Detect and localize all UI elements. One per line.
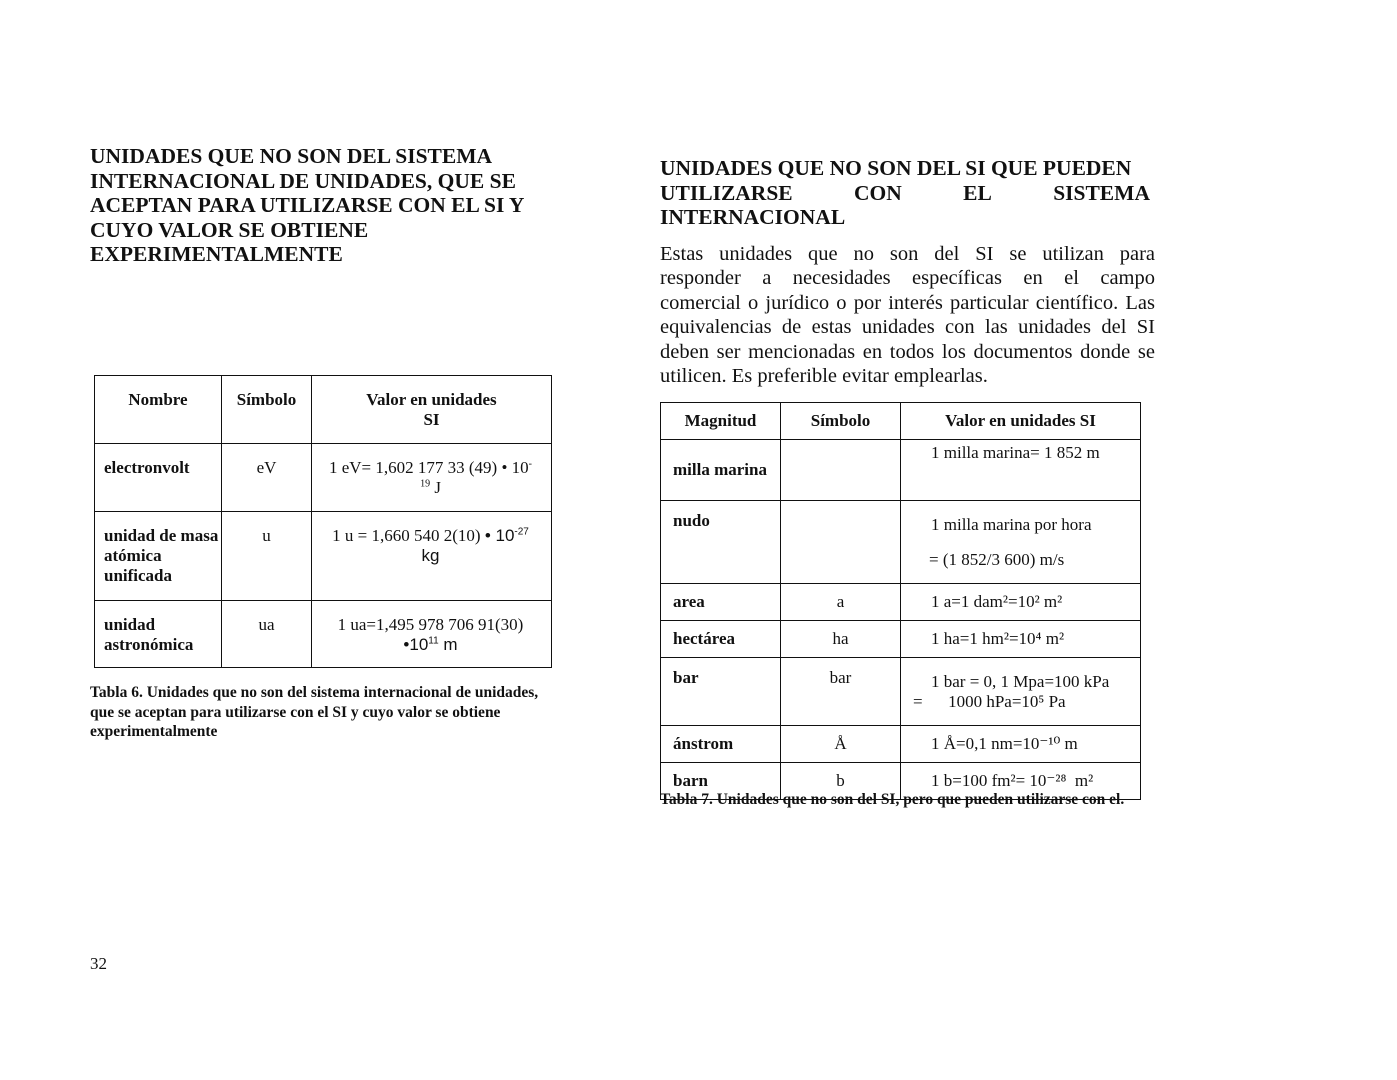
row-value [901,658,1141,726]
value-text: 1 eV= 1,602 177 33 (49) • 10 [328,458,529,477]
row-value: 1 a=1 dam²=10² m² [901,584,1141,621]
heading-word: UTILIZARSE [660,180,793,205]
value-exponent: 19 [420,478,431,490]
paragraph-line: deben ser mencionadas en todos los documentos donde se [660,340,1155,363]
row-name: ánstrom [661,726,781,763]
heading-line: UNIDADES QUE NO SON DEL SISTEMA [90,144,493,168]
heading-word: SISTEMA [1053,180,1150,205]
table-header-row [661,403,1141,440]
table-row [661,584,1141,621]
header-simbolo: Símbolo [222,376,312,444]
value-text: •10 [403,635,429,654]
page-number: 32 [90,954,107,973]
heading-line: EXPERIMENTALMENTE [90,242,343,266]
row-value: 1 milla marina= 1 852 m [901,440,1141,501]
row-value [901,501,1141,584]
row-symbol [781,440,901,501]
row-name: nudo [661,501,781,584]
table-row [661,726,1141,763]
table-row [95,512,552,601]
value-exponent: - [528,458,533,470]
row-name: electronvolt [95,444,222,512]
value-exponent: -27 [514,526,529,538]
table-row [661,440,1141,501]
row-value [312,601,552,668]
row-symbol: eV [222,444,312,512]
row-value: 1 Å=0,1 nm=10⁻¹⁰ m [901,726,1141,763]
row-value: 1 ha=1 hm²=10⁴ m² [901,621,1141,658]
header-valor: Valor en unidades SI [901,403,1141,440]
row-name: milla marina [661,440,781,501]
row-symbol [781,501,901,584]
header-magnitud: Magnitud [661,403,781,440]
heading-line [660,156,1150,181]
heading-word: EL [963,180,992,205]
row-name: area [661,584,781,621]
paragraph-line: utilicen. Es preferible evitar emplearlas. [660,365,988,388]
left-section-heading [90,144,550,267]
value-exponent: 11 [428,635,439,647]
row-name: unidad astronómica [95,601,222,668]
row-symbol: Å [781,726,901,763]
row-name: barn [661,763,781,800]
right-section-heading [660,156,1150,230]
value-unit: kg [421,546,440,565]
row-value [312,512,552,601]
table-6 [94,375,552,668]
table-7-caption: Tabla 7. Unidades que no son del SI, pero que pueden utilizarse con el. [660,791,1125,808]
row-value: 1 b=100 fm²= 10⁻²⁸ m² [901,763,1141,800]
heading-line [660,181,1150,206]
row-name: bar [661,658,781,726]
value-line: 1 bar = 0, 1 Mpa=100 kPa [931,671,1110,691]
table-row [661,658,1141,726]
table-header-row [95,376,552,444]
row-name: hectárea [661,621,781,658]
row-symbol: ua [222,601,312,668]
heading-word: CON [854,180,902,205]
table-row [661,621,1141,658]
table-row [95,601,552,668]
header-valor [312,376,552,444]
paragraph-line: responder a necesidades específicas en el campo [660,267,1155,290]
value-line: = (1 852/3 600) m/s [929,549,1065,569]
intro-paragraph [660,242,1155,388]
value-text: 1 u = 1,660 540 2(10) [332,526,485,545]
value-line: 1 milla marina por hora [931,514,1092,534]
row-symbol: ha [781,621,901,658]
heading-line: CUYO VALOR SE OBTIENE [90,217,369,242]
paragraph-line: comercial o jurídico o por interés particular científico. Las [660,291,1155,314]
row-symbol: bar [781,658,901,726]
value-line: = 1000 hPa=10⁵ Pa [913,691,1066,711]
table-row [661,501,1141,584]
header-valor-line2: SI [423,410,440,429]
table-row [95,444,552,512]
heading-line: INTERNACIONAL [660,205,846,229]
heading-text: UNIDADES QUE NO SON DEL SI QUE PUEDEN [660,156,1132,180]
row-name: unidad de masa atómica unificada [95,512,222,601]
paragraph-line: Estas unidades que no son del SI se utilizan para [660,243,1155,265]
header-nombre: Nombre [95,376,222,444]
value-text: • 10 [484,526,515,545]
paragraph-line: equivalencias de estas unidades con las unidades del SI [660,316,1155,339]
heading-line: INTERNACIONAL DE UNIDADES, QUE SE [90,168,516,193]
header-simbolo: Símbolo [781,403,901,440]
row-symbol: a [781,584,901,621]
table-7 [660,402,1141,800]
value-text: 1 ua=1,495 978 706 91(30) [337,615,524,634]
row-symbol: b [781,763,901,800]
row-value [312,444,552,512]
value-unit: m [438,635,458,654]
value-unit: J [430,478,441,497]
table-6-caption: Tabla 6. Unidades que no son del sistema internacional de unidades, que se aceptan para utilizarse con el SI y cuyo valor se obtiene experimentalmente [90,684,539,740]
heading-line: ACEPTAN PARA UTILIZARSE CON EL SI Y [90,193,525,217]
header-valor-line1: Valor en unidades [366,390,497,409]
row-symbol: u [222,512,312,601]
